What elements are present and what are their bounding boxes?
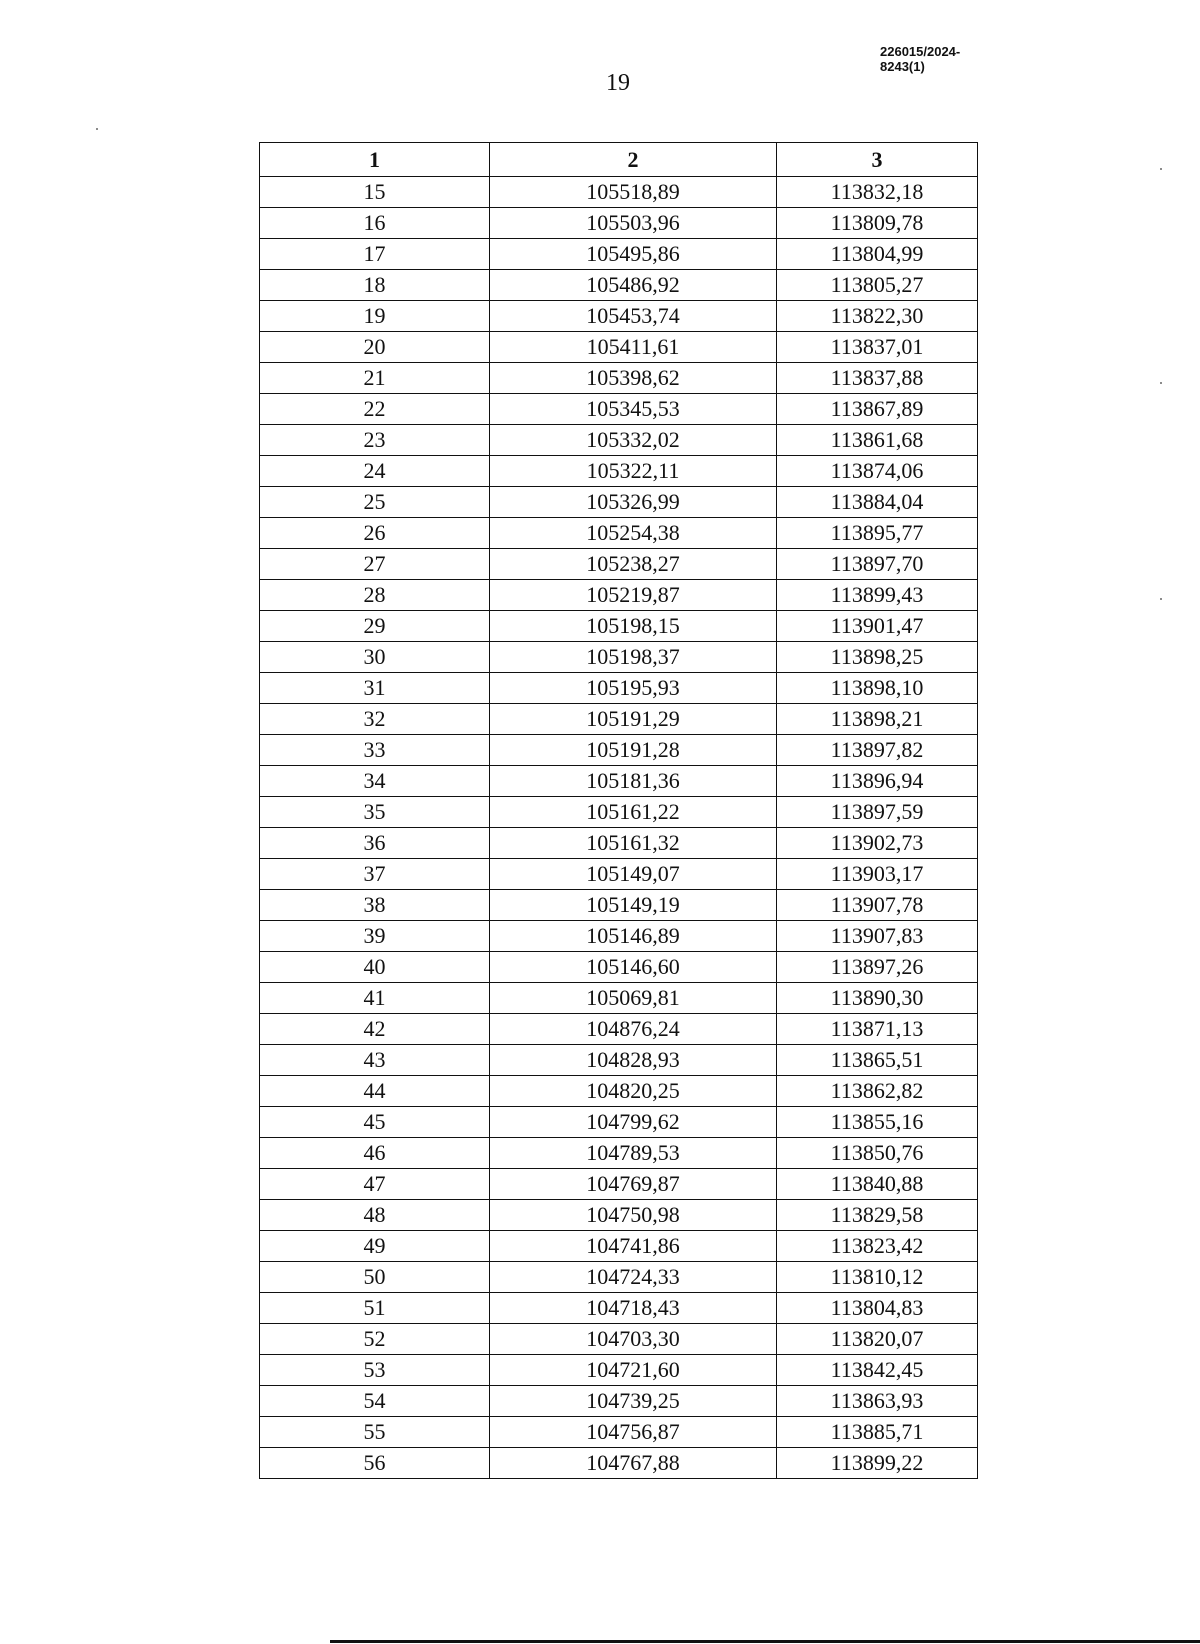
coordinate-y-cell: 113862,82 [777, 1076, 978, 1107]
point-number-cell: 40 [260, 952, 490, 983]
column-header: 2 [490, 143, 777, 177]
table-row [260, 363, 978, 394]
point-number-cell: 51 [260, 1293, 490, 1324]
coordinate-x-cell: 105161,32 [490, 828, 777, 859]
table-row [260, 177, 978, 208]
point-number-cell: 53 [260, 1355, 490, 1386]
coordinate-y-cell: 113890,30 [777, 983, 978, 1014]
coordinate-x-cell: 104721,60 [490, 1355, 777, 1386]
table-row [260, 1107, 978, 1138]
table-row [260, 456, 978, 487]
coordinate-y-cell: 113823,42 [777, 1231, 978, 1262]
point-number-cell: 55 [260, 1417, 490, 1448]
table-row [260, 487, 978, 518]
coordinate-y-cell: 113805,27 [777, 270, 978, 301]
coordinate-x-cell: 104756,87 [490, 1417, 777, 1448]
table-row [260, 642, 978, 673]
point-number-cell: 33 [260, 735, 490, 766]
table-row [260, 1355, 978, 1386]
table-row [260, 425, 978, 456]
column-header: 3 [777, 143, 978, 177]
point-number-cell: 36 [260, 828, 490, 859]
coordinate-x-cell: 104703,30 [490, 1324, 777, 1355]
point-number-cell: 18 [260, 270, 490, 301]
point-number-cell: 27 [260, 549, 490, 580]
coordinate-y-cell: 113863,93 [777, 1386, 978, 1417]
table-row [260, 394, 978, 425]
coordinate-y-cell: 113907,83 [777, 921, 978, 952]
coordinate-y-cell: 113898,25 [777, 642, 978, 673]
table-row [260, 1138, 978, 1169]
point-number-cell: 19 [260, 301, 490, 332]
coordinates-table-container [259, 142, 977, 1479]
coordinate-y-cell: 113810,12 [777, 1262, 978, 1293]
table-row [260, 1448, 978, 1479]
table-row [260, 580, 978, 611]
table-row [260, 1324, 978, 1355]
coordinate-y-cell: 113871,13 [777, 1014, 978, 1045]
point-number-cell: 41 [260, 983, 490, 1014]
coordinate-y-cell: 113898,10 [777, 673, 978, 704]
coordinate-y-cell: 113867,89 [777, 394, 978, 425]
table-row [260, 673, 978, 704]
table-row [260, 828, 978, 859]
coordinate-y-cell: 113899,22 [777, 1448, 978, 1479]
point-number-cell: 32 [260, 704, 490, 735]
coordinate-x-cell: 105191,29 [490, 704, 777, 735]
coordinate-x-cell: 105322,11 [490, 456, 777, 487]
coordinate-x-cell: 105486,92 [490, 270, 777, 301]
coordinate-x-cell: 105238,27 [490, 549, 777, 580]
point-number-cell: 30 [260, 642, 490, 673]
point-number-cell: 21 [260, 363, 490, 394]
coordinate-x-cell: 105146,89 [490, 921, 777, 952]
coordinate-x-cell: 105181,36 [490, 766, 777, 797]
coordinates-table [259, 142, 978, 1479]
point-number-cell: 22 [260, 394, 490, 425]
table-row [260, 1200, 978, 1231]
coordinate-y-cell: 113837,01 [777, 332, 978, 363]
point-number-cell: 43 [260, 1045, 490, 1076]
coordinate-x-cell: 105345,53 [490, 394, 777, 425]
coordinate-y-cell: 113809,78 [777, 208, 978, 239]
coordinate-x-cell: 105161,22 [490, 797, 777, 828]
coordinate-y-cell: 113903,17 [777, 859, 978, 890]
table-row [260, 1045, 978, 1076]
coordinate-x-cell: 105195,93 [490, 673, 777, 704]
coordinate-y-cell: 113820,07 [777, 1324, 978, 1355]
coordinate-y-cell: 113874,06 [777, 456, 978, 487]
coordinate-y-cell: 113899,43 [777, 580, 978, 611]
coordinate-x-cell: 105191,28 [490, 735, 777, 766]
coordinate-y-cell: 113822,30 [777, 301, 978, 332]
scan-bottom-edge [330, 1640, 1200, 1643]
coordinate-x-cell: 105453,74 [490, 301, 777, 332]
table-row [260, 1076, 978, 1107]
table-row [260, 859, 978, 890]
point-number-cell: 50 [260, 1262, 490, 1293]
point-number-cell: 16 [260, 208, 490, 239]
scan-speck [1160, 382, 1162, 384]
table-row [260, 518, 978, 549]
point-number-cell: 20 [260, 332, 490, 363]
point-number-cell: 42 [260, 1014, 490, 1045]
coordinate-x-cell: 105411,61 [490, 332, 777, 363]
coordinate-y-cell: 113901,47 [777, 611, 978, 642]
table-row [260, 332, 978, 363]
coordinate-x-cell: 104876,24 [490, 1014, 777, 1045]
table-row [260, 239, 978, 270]
coordinate-x-cell: 104741,86 [490, 1231, 777, 1262]
point-number-cell: 52 [260, 1324, 490, 1355]
table-body [260, 177, 978, 1479]
scan-speck [96, 128, 98, 130]
coordinate-x-cell: 104789,53 [490, 1138, 777, 1169]
point-number-cell: 29 [260, 611, 490, 642]
coordinate-x-cell: 105149,19 [490, 890, 777, 921]
coordinate-y-cell: 113861,68 [777, 425, 978, 456]
table-row [260, 797, 978, 828]
coordinate-y-cell: 113897,26 [777, 952, 978, 983]
table-row [260, 983, 978, 1014]
point-number-cell: 24 [260, 456, 490, 487]
point-number-cell: 35 [260, 797, 490, 828]
coordinate-y-cell: 113907,78 [777, 890, 978, 921]
coordinate-x-cell: 105495,86 [490, 239, 777, 270]
point-number-cell: 34 [260, 766, 490, 797]
coordinate-y-cell: 113884,04 [777, 487, 978, 518]
table-row [260, 921, 978, 952]
coordinate-x-cell: 104767,88 [490, 1448, 777, 1479]
coordinate-y-cell: 113829,58 [777, 1200, 978, 1231]
coordinate-x-cell: 105398,62 [490, 363, 777, 394]
coordinate-x-cell: 105503,96 [490, 208, 777, 239]
coordinate-y-cell: 113897,70 [777, 549, 978, 580]
table-row [260, 704, 978, 735]
coordinate-x-cell: 105219,87 [490, 580, 777, 611]
coordinate-x-cell: 105198,15 [490, 611, 777, 642]
coordinate-x-cell: 105326,99 [490, 487, 777, 518]
coordinate-y-cell: 113804,99 [777, 239, 978, 270]
coordinate-y-cell: 113855,16 [777, 1107, 978, 1138]
coordinate-y-cell: 113895,77 [777, 518, 978, 549]
coordinate-x-cell: 105069,81 [490, 983, 777, 1014]
coordinate-y-cell: 113902,73 [777, 828, 978, 859]
coordinate-x-cell: 104828,93 [490, 1045, 777, 1076]
coordinate-y-cell: 113804,83 [777, 1293, 978, 1324]
coordinate-y-cell: 113837,88 [777, 363, 978, 394]
coordinate-x-cell: 104750,98 [490, 1200, 777, 1231]
point-number-cell: 44 [260, 1076, 490, 1107]
table-row [260, 611, 978, 642]
document-id: 226015/2024-8243(1) [880, 44, 961, 74]
table-row [260, 890, 978, 921]
coordinate-y-cell: 113832,18 [777, 177, 978, 208]
coordinate-y-cell: 113865,51 [777, 1045, 978, 1076]
scan-speck [1160, 598, 1162, 600]
coordinate-x-cell: 105146,60 [490, 952, 777, 983]
coordinate-x-cell: 104724,33 [490, 1262, 777, 1293]
point-number-cell: 39 [260, 921, 490, 952]
coordinate-y-cell: 113850,76 [777, 1138, 978, 1169]
table-row [260, 549, 978, 580]
point-number-cell: 31 [260, 673, 490, 704]
point-number-cell: 54 [260, 1386, 490, 1417]
coordinate-x-cell: 105198,37 [490, 642, 777, 673]
coordinate-x-cell: 104718,43 [490, 1293, 777, 1324]
point-number-cell: 17 [260, 239, 490, 270]
point-number-cell: 37 [260, 859, 490, 890]
coordinate-x-cell: 105332,02 [490, 425, 777, 456]
coordinate-x-cell: 104799,62 [490, 1107, 777, 1138]
coordinate-x-cell: 104769,87 [490, 1169, 777, 1200]
table-row [260, 270, 978, 301]
point-number-cell: 47 [260, 1169, 490, 1200]
table-row [260, 1169, 978, 1200]
table-row [260, 1262, 978, 1293]
table-row [260, 735, 978, 766]
table-row [260, 301, 978, 332]
page-number: 19 [606, 70, 630, 96]
point-number-cell: 25 [260, 487, 490, 518]
coordinate-x-cell: 104739,25 [490, 1386, 777, 1417]
coordinate-y-cell: 113885,71 [777, 1417, 978, 1448]
table-row [260, 952, 978, 983]
coordinate-y-cell: 113898,21 [777, 704, 978, 735]
point-number-cell: 48 [260, 1200, 490, 1231]
point-number-cell: 45 [260, 1107, 490, 1138]
coordinate-y-cell: 113896,94 [777, 766, 978, 797]
point-number-cell: 56 [260, 1448, 490, 1479]
coordinate-x-cell: 105149,07 [490, 859, 777, 890]
coordinate-y-cell: 113842,45 [777, 1355, 978, 1386]
coordinate-x-cell: 104820,25 [490, 1076, 777, 1107]
table-row [260, 1293, 978, 1324]
coordinate-x-cell: 105254,38 [490, 518, 777, 549]
scan-speck [1160, 168, 1162, 170]
coordinate-y-cell: 113897,59 [777, 797, 978, 828]
coordinate-y-cell: 113897,82 [777, 735, 978, 766]
point-number-cell: 38 [260, 890, 490, 921]
coordinate-y-cell: 113840,88 [777, 1169, 978, 1200]
point-number-cell: 46 [260, 1138, 490, 1169]
column-header: 1 [260, 143, 490, 177]
coordinate-x-cell: 105518,89 [490, 177, 777, 208]
table-row [260, 1231, 978, 1262]
point-number-cell: 26 [260, 518, 490, 549]
point-number-cell: 23 [260, 425, 490, 456]
table-row [260, 1386, 978, 1417]
point-number-cell: 15 [260, 177, 490, 208]
table-row [260, 1417, 978, 1448]
table-row [260, 766, 978, 797]
point-number-cell: 28 [260, 580, 490, 611]
table-header-row [260, 143, 978, 177]
table-row [260, 1014, 978, 1045]
point-number-cell: 49 [260, 1231, 490, 1262]
table-row [260, 208, 978, 239]
